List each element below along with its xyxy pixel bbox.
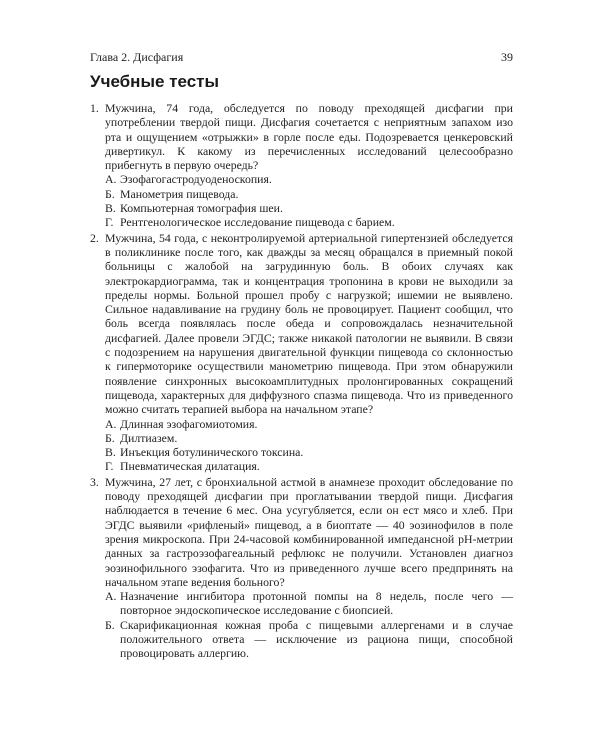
answer-option [105,431,513,445]
question-text: Мужчина, 74 года, обследуется по поводу преходящей дисфагии при употреблении твердой пищи. Дисфагия сочетается с неприятным запахом изо рта и ощущением «отрыжки» в горле после еды. Подозревается ценкеровский дивертикул. К какому из перечисленных исследований целесообразно прибегнуть в первую очередь? [105,101,513,173]
option-label: Б. [105,430,115,445]
question-2 [90,231,513,474]
option-text: Эзофагогастродуоденоскопия. [120,172,272,187]
option-label: А. [105,589,117,604]
option-text: Манометрия пищевода. [120,186,239,201]
answer-option [105,445,513,459]
question-number: 2. [90,230,99,245]
answer-option [105,172,513,186]
chapter-title: Глава 2. Дисфагия [90,50,184,64]
option-label: Г. [105,459,114,474]
option-text: Длинная эзофагомиотомия. [120,416,258,431]
question-number: 1. [90,101,99,115]
answer-option [105,618,513,661]
answer-option [105,187,513,201]
option-label: В. [105,201,116,216]
question-text: Мужчина, 27 лет, с бронхиальной астмой в анамнезе проходит обследование по поводу преходящей дисфагии при проглатывании твердой пищи. Дисфагия наблюдается в течение 6 мес. Она усугубляется, если он ест мясо и хлеб. При ЭГДС выявили «рифленый» пищевод, а в биоптате — 40 эозинофилов в поле зрения микроскопа. При 24-часовой комбинированной импедансной pH-метрии данных за гастроэзофагеальный рефлюкс не получили. Установлен диагноз эозинофильного эзофагита. Что из приведенного лучше всего предпринять на начальном этапе ведения больного? [105,474,513,589]
option-label: А. [105,172,117,187]
answer-option [105,459,513,473]
option-text: Пневматическая дилатация. [120,459,260,474]
question-number: 3. [90,474,99,489]
answer-option [105,215,513,229]
option-label: Б. [105,617,115,632]
option-text: Скарификационная кожная проба с пищевыми аллергенами и в случае положительного ответа — исключение из рациона пищи, способной провоцировать аллергию. [120,617,513,661]
option-text: Дилтиазем. [120,430,178,445]
answer-options [105,417,513,474]
question-3 [90,475,513,661]
answer-option [105,201,513,215]
answer-option [105,589,513,618]
option-text: Инъекция ботулинического токсина. [120,445,304,460]
answer-options [105,172,513,229]
option-label: А. [105,416,117,431]
section-title: Учебные тесты [90,72,219,91]
question-text: Мужчина, 54 года, с неконтролируемой артериальной гипертензией обследуется в поликлинике после того, как дважды за месяц обращался в приемный покой больницы с жалобой на загрудинную боль. В обоих случаях как электрокардиограмма, так и концентрация тропонина в крови не выходили за пределы нормы. Больной прошел пробу с нагрузкой; ишемии не выявлено. Сильное надавливание на грудину боль не провоцирует. Пациент сообщил, что боль всегда появлялась после обеда и сопровождалась незначительной дисфагией. Далее провели ЭГДС; также никакой патологии не выявили. В связи с подозрением на нарушения двигательной функции пищевода со склонностью к гипермоторике осуществили манометрию пищевода. При этом обнаружили появление синхронных высокоамплитудных пролонгированных сокращений пищевода, характерных для диффузного спазма пищевода. Что из приведенного можно считать терапией выбора на начальном этапе? [105,230,513,417]
option-label: В. [105,445,116,460]
option-text: Компьютерная томография шеи. [120,201,283,216]
page-number: 39 [501,50,513,64]
question-1 [90,101,513,230]
answer-option [105,417,513,431]
question-list [90,101,513,662]
option-text: Рентгенологическое исследование пищевода с барием. [120,215,395,230]
option-text: Назначение ингибитора протонной помпы на 8 недель, после чего — повторное эндоскопическое исследование с биопсией. [120,589,513,618]
option-label: Г. [105,215,114,230]
answer-options [105,589,513,660]
option-label: Б. [105,186,115,201]
